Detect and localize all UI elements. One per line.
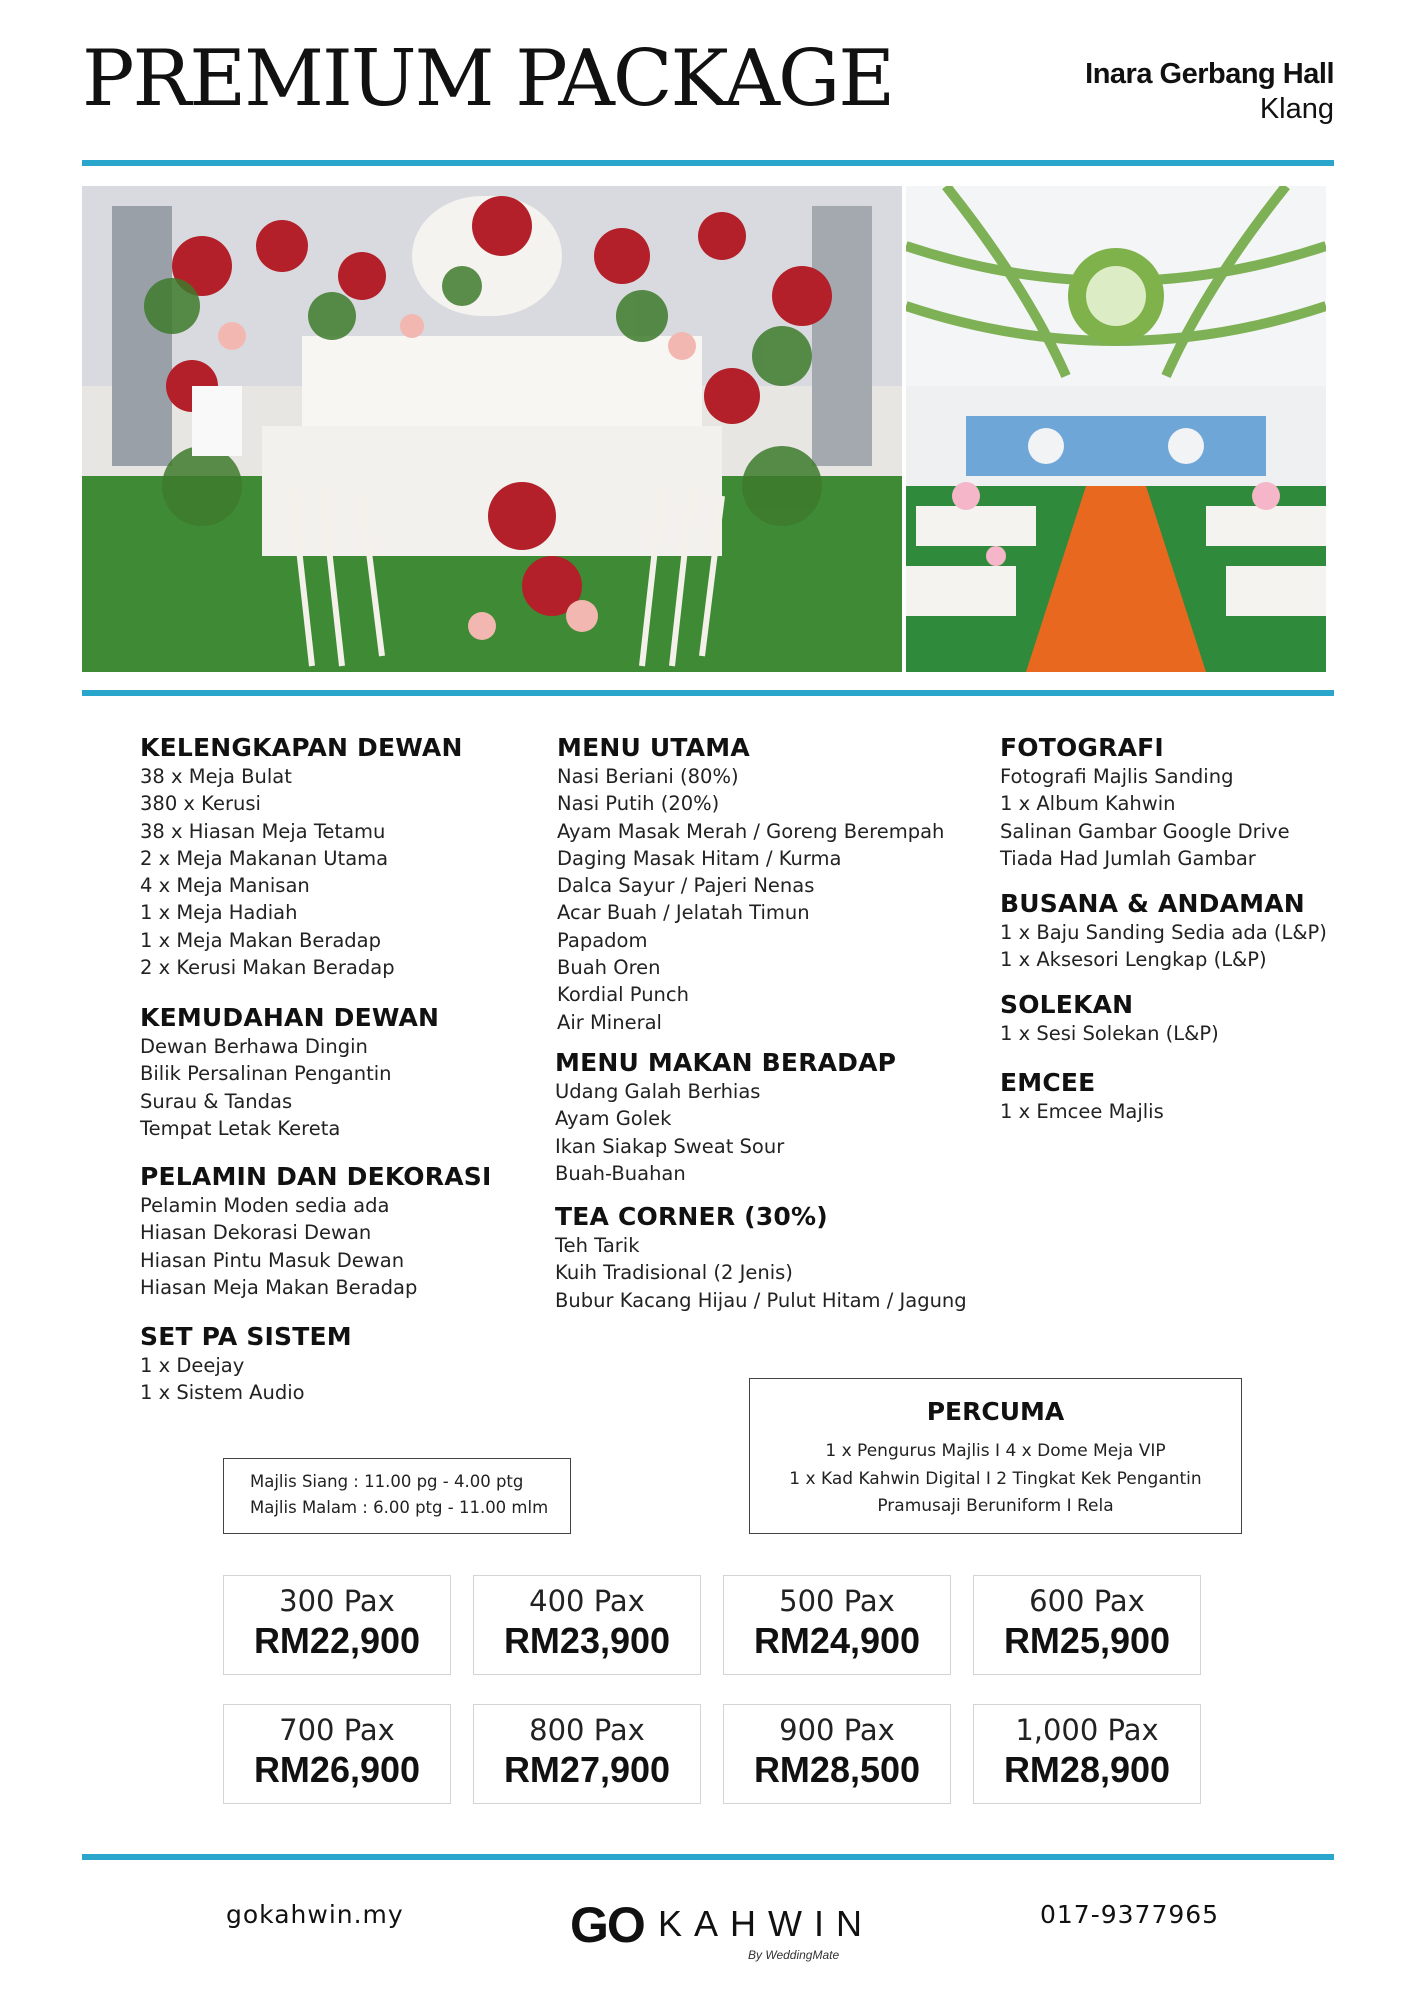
section-heading: MENU UTAMA	[557, 733, 750, 762]
section-pelamin-dekorasi	[140, 1162, 491, 1301]
pax-count: 900 Pax	[779, 1713, 895, 1747]
percuma-line: Pramusaji Beruniform I Rela	[877, 1496, 1114, 1516]
list-item: Tempat Letak Kereta	[140, 1116, 341, 1140]
list-item: 1 x Deejay	[140, 1354, 245, 1377]
list-item: Hiasan Meja Makan Beradap	[140, 1275, 418, 1299]
percuma-title: PERCUMA	[926, 1397, 1065, 1426]
price-value: RM28,900	[1003, 1749, 1171, 1790]
section-heading: FOTOGRAFI	[1000, 733, 1164, 762]
section-busana-andaman	[1000, 889, 1327, 974]
logo-go: GO	[570, 1897, 644, 1953]
price-card	[723, 1704, 951, 1804]
hours-malam: Majlis Malam : 6.00 ptg - 11.00 mlm	[250, 1498, 549, 1517]
list-item: Salinan Gambar Google Drive	[1000, 819, 1290, 843]
list-item: Bilik Persalinan Pengantin	[140, 1062, 392, 1086]
pax-count: 500 Pax	[779, 1584, 895, 1618]
section-fotografi	[1000, 733, 1290, 872]
list-item: 1 x Album Kahwin	[1000, 792, 1176, 816]
list-item: Kordial Punch	[557, 983, 689, 1007]
list-item: 1 x Emcee Majlis	[1000, 1100, 1164, 1123]
list-item: 2 x Kerusi Makan Beradap	[140, 956, 395, 980]
section-heading: TEA CORNER (30%)	[555, 1202, 828, 1231]
price-card	[473, 1704, 701, 1804]
website-link[interactable]: gokahwin.my	[226, 1900, 404, 1929]
section-set-pa-sistem	[140, 1322, 352, 1407]
section-kemudahan-dewan	[140, 1003, 439, 1142]
list-item: Hiasan Pintu Masuk Dewan	[140, 1248, 405, 1272]
price-value: RM23,900	[503, 1620, 671, 1661]
logo-tagline: By WeddingMate	[748, 1948, 840, 1962]
price-value: RM26,900	[253, 1749, 421, 1790]
price-card	[723, 1575, 951, 1675]
price-card	[223, 1704, 451, 1804]
list-item: Tiada Had Jumlah Gambar	[1000, 846, 1256, 870]
section-heading: BUSANA & ANDAMAN	[1000, 889, 1305, 918]
pax-count: 600 Pax	[1029, 1584, 1145, 1618]
list-item: Fotografi Majlis Sanding	[1000, 765, 1234, 788]
list-item: Pelamin Moden sedia ada	[140, 1194, 390, 1217]
event-hours-box	[223, 1458, 571, 1534]
section-tea-corner	[555, 1202, 967, 1314]
price-value: RM24,900	[753, 1620, 921, 1661]
list-item: 4 x Meja Manisan	[140, 874, 310, 898]
section-heading: SET PA SISTEM	[140, 1322, 352, 1351]
section-heading: PELAMIN DAN DEKORASI	[140, 1162, 492, 1191]
pax-count: 400 Pax	[529, 1584, 645, 1618]
list-item: Daging Masak Hitam / Kurma	[557, 846, 842, 870]
list-item: 1 x Meja Hadiah	[140, 901, 298, 925]
pax-count: 800 Pax	[529, 1713, 645, 1747]
list-item: 1 x Sesi Solekan (L&P)	[1000, 1022, 1219, 1045]
logo-kahwin: KAHWIN	[658, 1903, 874, 1944]
section-heading: MENU MAKAN BERADAP	[555, 1048, 897, 1077]
list-item: Hiasan Dekorasi Dewan	[140, 1221, 372, 1245]
section-heading: EMCEE	[1000, 1068, 1096, 1097]
list-item: Buah Oren	[557, 956, 661, 980]
list-item: Kuih Tradisional (2 Jenis)	[555, 1261, 793, 1285]
hours-siang: Majlis Siang : 11.00 pg - 4.00 ptg	[250, 1472, 524, 1491]
list-item: Bubur Kacang Hijau / Pulut Hitam / Jagung	[555, 1288, 967, 1312]
venue-city: Klang	[1259, 93, 1334, 125]
venue-name: Inara Gerbang Hall	[1085, 58, 1334, 90]
price-value: RM27,900	[503, 1749, 671, 1790]
page-title: PREMIUM PACKAGE	[82, 34, 894, 124]
list-item: 380 x Kerusi	[140, 792, 261, 816]
venue-block	[1085, 58, 1334, 126]
list-item: Papadom	[557, 928, 648, 952]
price-value: RM28,500	[753, 1749, 921, 1790]
price-value: RM25,900	[1003, 1620, 1171, 1661]
percuma-line: 1 x Kad Kahwin Digital I 2 Tingkat Kek Pengantin	[789, 1468, 1202, 1489]
section-kelengkapan-dewan	[140, 733, 463, 981]
price-card	[473, 1575, 701, 1675]
list-item: 1 x Sistem Audio	[140, 1381, 305, 1405]
list-item: Nasi Putih (20%)	[557, 792, 720, 816]
percuma-box	[749, 1378, 1242, 1534]
list-item: 1 x Baju Sanding Sedia ada (L&P)	[1000, 921, 1327, 944]
list-item: Ikan Siakap Sweat Sour	[555, 1134, 785, 1158]
middle-divider	[82, 690, 1334, 696]
bottom-divider	[82, 1854, 1334, 1860]
percuma-line: 1 x Pengurus Majlis I 4 x Dome Meja VIP	[825, 1441, 1166, 1461]
list-item: 2 x Meja Makanan Utama	[140, 846, 389, 870]
section-emcee	[1000, 1068, 1164, 1125]
price-card	[973, 1575, 1201, 1675]
list-item: Ayam Masak Merah / Goreng Berempah	[557, 819, 945, 843]
list-item: Dewan Berhawa Dingin	[140, 1035, 368, 1058]
section-heading: KELENGKAPAN DEWAN	[140, 733, 463, 762]
list-item: 38 x Hiasan Meja Tetamu	[140, 819, 386, 843]
list-item: Acar Buah / Jelatah Timun	[557, 901, 810, 925]
pax-count: 1,000 Pax	[1015, 1713, 1159, 1747]
list-item: Teh Tarik	[555, 1234, 640, 1257]
section-heading: KEMUDAHAN DEWAN	[140, 1003, 440, 1032]
list-item: 1 x Aksesori Lengkap (L&P)	[1000, 948, 1267, 972]
pax-count: 300 Pax	[279, 1584, 395, 1618]
section-menu-makan-beradap	[555, 1048, 896, 1187]
list-item: Air Mineral	[557, 1010, 662, 1034]
section-heading: SOLEKAN	[1000, 990, 1134, 1019]
gokahwin-logo	[570, 1897, 874, 1962]
section-solekan	[1000, 990, 1219, 1047]
hall-aisle-photo	[906, 186, 1326, 672]
price-card	[223, 1575, 451, 1675]
phone-number[interactable]: 017-9377965	[1040, 1900, 1220, 1929]
list-item: Ayam Golek	[555, 1107, 672, 1131]
list-item: Surau & Tandas	[140, 1089, 293, 1113]
list-item: Buah-Buahan	[555, 1161, 686, 1185]
section-menu-utama	[557, 733, 944, 1036]
list-item: 1 x Meja Makan Beradap	[140, 928, 382, 952]
top-divider	[82, 160, 1334, 166]
list-item: Udang Galah Berhias	[555, 1080, 761, 1103]
pelamin-stage-photo	[82, 186, 902, 672]
pax-count: 700 Pax	[279, 1713, 395, 1747]
price-value: RM22,900	[253, 1620, 421, 1661]
list-item: Dalca Sayur / Pajeri Nenas	[557, 874, 815, 898]
list-item: 38 x Meja Bulat	[140, 765, 292, 788]
list-item: Nasi Beriani (80%)	[557, 765, 739, 788]
price-card	[973, 1704, 1201, 1804]
